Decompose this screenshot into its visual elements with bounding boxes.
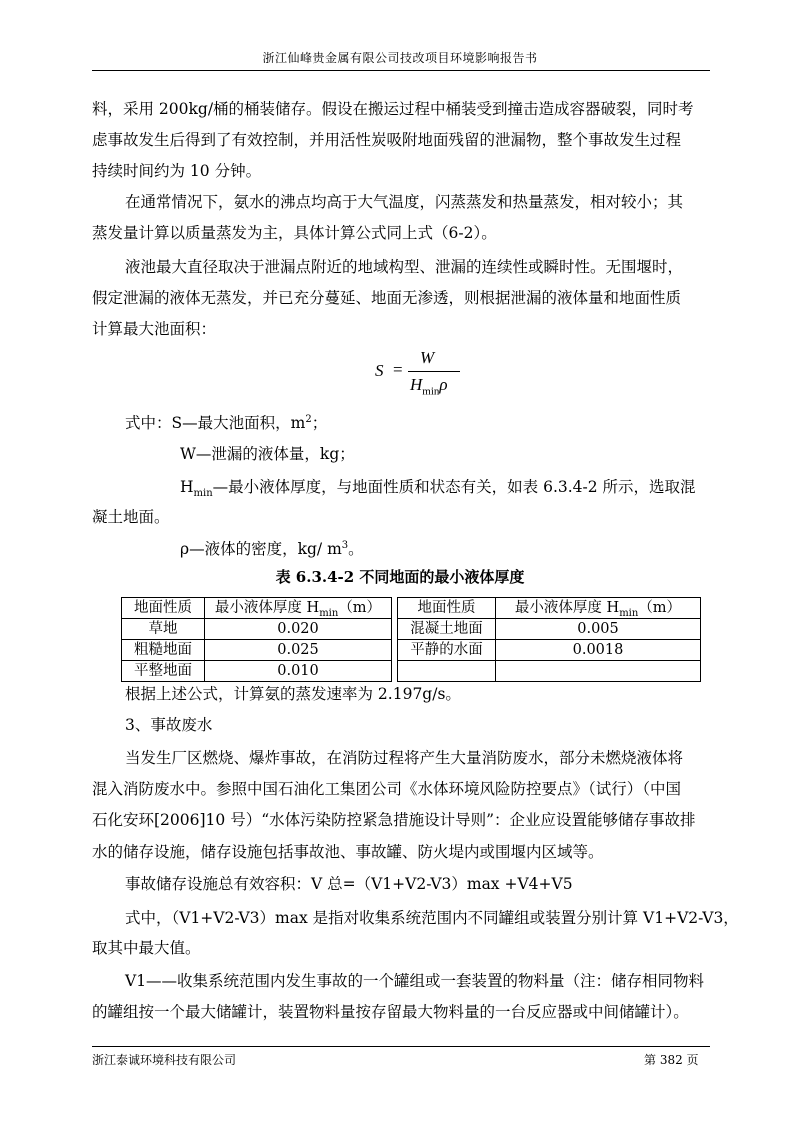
definition-s: 式中：S—最大池面积，$m^2$；	[125, 413, 328, 432]
table-cell: 0.0018	[496, 640, 701, 661]
paragraph-line: 当发生厂区燃烧、爆炸事故，在消防过程将产生大量消防废水，部分未燃烧液体将	[125, 749, 684, 767]
paragraph-line: 根据上述公式，计算氨的蒸发速率为 2.197g/s。	[125, 685, 461, 703]
fraction-bar	[408, 371, 460, 372]
definition-h: $H_{min}—$最小液体厚度，与地面性质和状态有关，如表 6.3.4-2 所示，选取混	[180, 478, 696, 500]
header-cell: 最小液体厚度 $H_{min}(m)$	[496, 598, 701, 619]
definition-w: W—泄漏的液体量，kg；	[180, 445, 355, 463]
footer-rule	[92, 1046, 710, 1047]
paragraph-line: 式中，（V1+V2-V3）max 是指对收集系统范围内不同罐组或装置分别计算 V1+V2-V3，	[125, 909, 739, 927]
paragraph-line: 石化安环[2006]10 号）“水体污染防控紧急措施设计导则”：企业应设置能够储存事故排	[92, 811, 696, 829]
footer-company: 浙江泰诚环境科技有限公司	[92, 1053, 237, 1067]
formula-lhs: S	[375, 361, 384, 380]
table-cell: 0.005	[496, 619, 701, 640]
paragraph-line: 取其中最大值。	[92, 939, 201, 957]
paragraph-line: 假定泄漏的液体无蒸发，并已充分蔓延、地面无渗透，则根据泄漏的液体量和地面性质	[92, 289, 682, 307]
min-liquid-thickness-table	[121, 597, 701, 682]
table-row	[122, 640, 701, 661]
page-header: 浙江仙峰贵金属有限公司技改项目环境影响报告书	[262, 51, 538, 65]
paragraph-line: 在通常情况下，氨水的沸点均高于大气温度，闪蒸蒸发和热量蒸发，相对较小；其	[125, 193, 684, 211]
definition-rho: ρ—液体的密度，kg/ $m^3$。	[180, 539, 364, 558]
definition-h-cont: 凝土地面。	[92, 508, 170, 526]
table-cell: 粗糙地面	[122, 640, 205, 661]
formula-denominator: $H_{min}\rho$	[410, 375, 448, 398]
paragraph-line: 料，采用 200kg/桶的桶装储存。假设在搬运过程中桶装受到撞击造成容器破裂，同时考	[92, 100, 694, 118]
table-caption: 表 6.3.4-2 不同地面的最小液体厚度	[275, 568, 525, 586]
table-row	[122, 661, 701, 682]
table-cell: 草地	[122, 619, 205, 640]
header-cell: 最小液体厚度 $H_{min}(m)$	[205, 598, 392, 619]
paragraph-line: 计算最大池面积：	[92, 320, 217, 338]
header-cell: 地面性质	[122, 598, 205, 619]
page-number: 第 382 页	[644, 1053, 699, 1067]
paragraph-line: 的罐组按一个最大储罐计，装置物料量按存留最大物料量的一台反应器或中间储罐计）。	[92, 1003, 689, 1021]
table-cell: 混凝土地面	[398, 619, 496, 640]
formula-numerator: W	[420, 348, 435, 367]
table-cell: 0.025	[205, 640, 392, 661]
paragraph-line: 水的储存设施，储存设施包括事故池、事故罐、防火堤内或围堰内区域等。	[92, 843, 604, 861]
table-cell: 平整地面	[122, 661, 205, 682]
paragraph-line: 持续时间约为 10 分钟。	[92, 162, 262, 180]
pool-area-formula	[368, 348, 488, 400]
paragraph-line: 蒸发量计算以质量蒸发为主，具体计算公式同上式（6-2）。	[92, 224, 497, 242]
table-cell: 平静的水面	[398, 640, 496, 661]
paragraph-line: 液池最大直径取决于泄漏点附近的地域构型、泄漏的连续性或瞬时性。无围堰时，	[125, 258, 684, 276]
table-cell	[398, 661, 496, 682]
table-cell: 0.010	[205, 661, 392, 682]
header-rule	[92, 70, 710, 71]
table-cell	[496, 661, 701, 682]
paragraph-line: 虑事故发生后得到了有效控制，并用活性炭吸附地面残留的泄漏物，整个事故发生过程	[92, 131, 682, 149]
table-row	[122, 619, 701, 640]
header-cell: 地面性质	[398, 598, 496, 619]
paragraph-line: V1——收集系统范围内发生事故的一个罐组或一套装置的物料量（注：储存相同物料	[125, 972, 705, 990]
formula-equals: =	[393, 360, 403, 379]
table-cell: 0.020	[205, 619, 392, 640]
table-header-row	[122, 598, 701, 619]
paragraph-line: 混入消防废水中。参照中国石油化工集团公司《水体环境风险防控要点》（试行）（中国	[92, 780, 682, 798]
paragraph-line: 事故储存设施总有效容积：V 总=（V1+V2-V3）max +V4+V5	[125, 875, 573, 893]
section-heading: 3、事故废水	[125, 716, 213, 734]
